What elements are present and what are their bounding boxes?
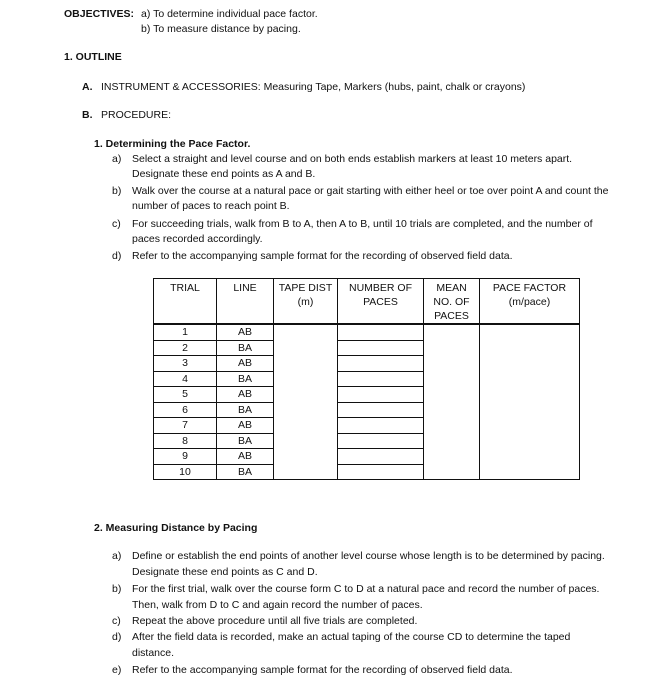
part1-item-b-line2: number of paces to reach point B. [132,200,290,212]
table-row [154,324,580,340]
line-cell: BA [217,371,274,387]
header-line: LINE [217,279,274,325]
part1-item-a-line1: Select a straight and level course and on both ends establish markers at least 10 meters apart. [132,153,573,165]
part2-item-e-line1: Refer to the accompanying sample format for the recording of observed field data. [132,664,513,676]
objective-b: b) To measure distance by pacing. [141,23,301,35]
part2-item-a-line1: Define or establish the end points of another level course whose length is to be determined by pacing. [132,550,605,562]
paces-cell [338,418,424,434]
line-cell: BA [217,464,274,480]
pace-factor-cell [480,324,580,480]
part2-item-a-marker: a) [112,550,122,562]
part1-item-a-line2: Designate these end points as A and B. [132,168,316,180]
paces-cell [338,402,424,418]
paces-cell [338,371,424,387]
header-number-of-paces: NUMBER OF PACES [338,279,424,325]
part1-item-a-marker: a) [112,153,122,165]
header-trial: TRIAL [154,279,217,325]
trial-cell: 10 [154,464,217,480]
objective-a: a) To determine individual pace factor. [141,8,318,20]
paces-cell [338,340,424,356]
section-a-text: INSTRUMENT & ACCESSORIES: Measuring Tape, Markers (hubs, paint, chalk or crayons) [101,81,526,93]
line-cell: BA [217,340,274,356]
part2-item-b-line2: Then, walk from D to C and again record the number of paces. [132,599,423,611]
paces-cell [338,449,424,465]
part2-item-b-line1: For the first trial, walk over the course form C to D at a natural pace and record the number of paces. [132,583,600,595]
part1-item-d-marker: d) [112,250,122,262]
trial-cell: 1 [154,324,217,340]
line-cell: AB [217,449,274,465]
header-pace-factor: PACE FACTOR (m/pace) [480,279,580,325]
part2-item-c-line1: Repeat the above procedure until all five trials are completed. [132,615,418,627]
trial-cell: 8 [154,433,217,449]
part2-item-c-marker: c) [112,615,121,627]
trial-cell: 7 [154,418,217,434]
paces-cell [338,464,424,480]
pace-factor-table [153,278,580,480]
part2-item-e-marker: e) [112,664,122,676]
mean-paces-cell [424,324,480,480]
paces-cell [338,356,424,372]
line-cell: AB [217,387,274,403]
section-b-marker: B. [82,109,93,121]
part1-item-c-marker: c) [112,218,121,230]
line-cell: AB [217,324,274,340]
part2-item-d-line2: distance. [132,647,175,659]
paces-cell [338,324,424,340]
section-a-marker: A. [82,81,93,93]
line-cell: BA [217,433,274,449]
table-header-row [154,279,580,325]
part1-heading: 1. Determining the Pace Factor. [94,138,251,150]
part1-item-b-line1: Walk over the course at a natural pace or gait starting with either heel or toe over point A and count the [132,185,609,197]
trial-cell: 3 [154,356,217,372]
line-cell: AB [217,356,274,372]
header-mean-paces: MEAN NO. OF PACES [424,279,480,325]
header-tape-dist: TAPE DIST (m) [274,279,338,325]
part1-item-c-line1: For succeeding trials, walk from B to A, then A to B, until 10 trials are completed, and the number of [132,218,593,230]
trial-cell: 4 [154,371,217,387]
part1-item-b-marker: b) [112,185,122,197]
part2-item-d-line1: After the field data is recorded, make an actual taping of the course CD to determine the taped [132,631,571,643]
line-cell: BA [217,402,274,418]
part1-item-d-line1: Refer to the accompanying sample format for the recording of observed field data. [132,250,513,262]
part1-item-c-line2: paces recorded accordingly. [132,233,263,245]
trial-cell: 6 [154,402,217,418]
tape-dist-cell [274,324,338,480]
trial-cell: 9 [154,449,217,465]
outline-heading: 1. OUTLINE [64,51,122,63]
trial-cell: 5 [154,387,217,403]
part2-item-a-line2: Designate these end points as C and D. [132,566,318,578]
part2-item-d-marker: d) [112,631,122,643]
part2-item-b-marker: b) [112,583,122,595]
section-b-text: PROCEDURE: [101,109,172,121]
objectives-label: OBJECTIVES: [64,8,135,20]
trial-cell: 2 [154,340,217,356]
paces-cell [338,387,424,403]
line-cell: AB [217,418,274,434]
paces-cell [338,433,424,449]
part2-heading: 2. Measuring Distance by Pacing [94,522,258,534]
